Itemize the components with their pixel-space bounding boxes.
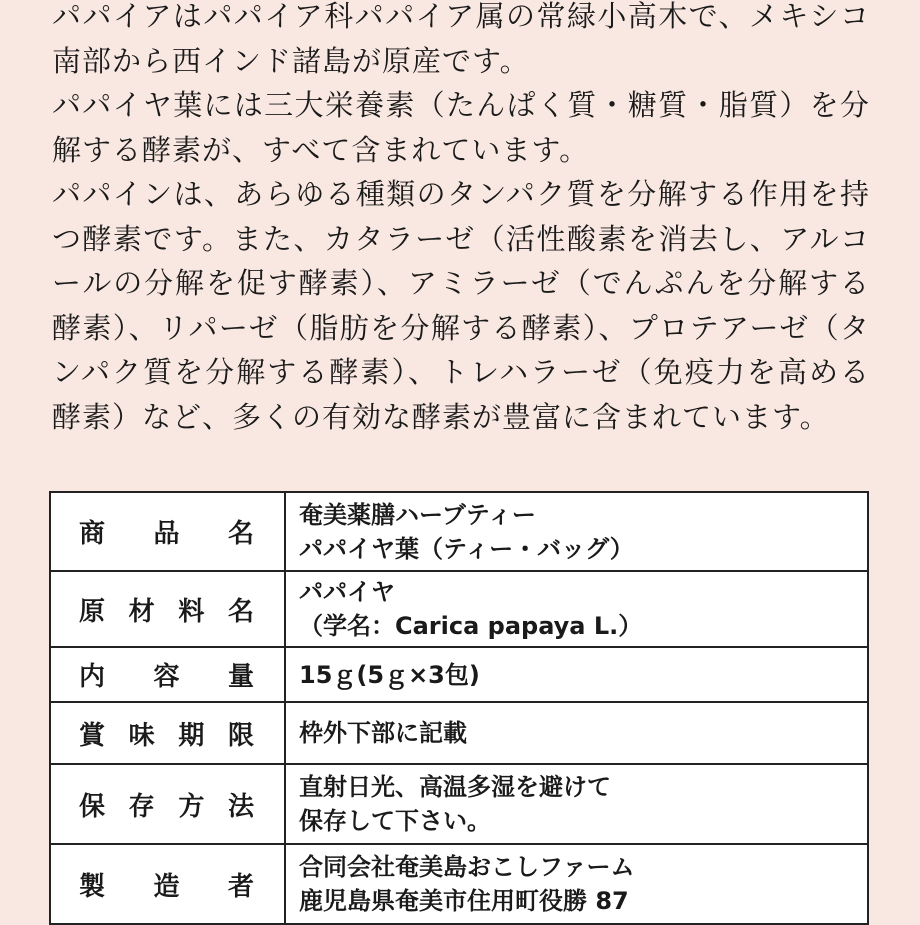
description-paragraph-papain: パパインは、あらゆる種類のタンパク質を分解する作用を持つ酵素です。また、カタラーゼ（活性酸素を消去し、アルコールの分解を促す酵素）、アミラーゼ（でんぷんを分解する酵素）、リパーゼ（脂肪を分解する酵素）、プロテアーゼ（タンパク質を分解する酵素）、トレハラーゼ（免疫力を高める酵素）など、多くの有効な酵素が豊富に含まれています。: [52, 177, 870, 434]
spec-value-manufacturer: [285, 844, 868, 924]
spec-label-best-before: 賞味期限: [50, 702, 285, 764]
spec-row-quantity: [50, 647, 868, 702]
spec-row-best-before: [50, 702, 868, 764]
spec-value-line: 直射日光、高温多湿を避けて: [299, 773, 611, 801]
description-paragraph-enzymes: パパイヤ葉には三大栄養素（たんぱく質・糖質・脂質）を分解する酵素が、すべて含まれています。: [52, 88, 870, 167]
spec-row-ingredients: [50, 571, 868, 647]
spec-value-line: 15ｇ(5ｇ×3包): [299, 660, 480, 689]
spec-value-line: パパイヤ: [299, 578, 395, 606]
spec-value-line: （学名：Carica papaya L.）: [299, 612, 643, 640]
spec-label-ingredients: 原材料名: [50, 571, 285, 647]
spec-row-manufacturer: [50, 844, 868, 924]
spec-value-storage: [285, 764, 868, 844]
spec-label-product-name: 商品名: [50, 492, 285, 571]
spec-value-line: 枠外下部に記載: [299, 719, 467, 747]
spec-label-manufacturer: 製造者: [50, 844, 285, 924]
spec-label-storage: 保存方法: [50, 764, 285, 844]
spec-value-line: 合同会社奄美島おこしファーム: [299, 853, 635, 881]
product-spec-table: [49, 491, 869, 925]
description-paragraph-origin: パパイアはパパイア科パパイア属の常緑小高木で、メキシコ南部から西インド諸島が原産です。: [52, 0, 870, 78]
spec-row-product-name: [50, 492, 868, 571]
spec-row-storage: [50, 764, 868, 844]
spec-value-line: 鹿児島県奄美市住用町役勝 87: [299, 887, 629, 915]
spec-value-line: パパイヤ葉（ティー・バッグ）: [299, 534, 634, 563]
spec-value-product-name: [285, 492, 868, 571]
spec-value-best-before: [285, 702, 868, 764]
spec-value-line: 奄美薬膳ハーブティー: [299, 500, 536, 529]
spec-value-ingredients: [285, 571, 868, 647]
product-description: [52, 0, 870, 439]
spec-value-line: 保存して下さい。: [299, 807, 491, 835]
spec-label-quantity: 内容量: [50, 647, 285, 702]
spec-value-quantity: [285, 647, 868, 702]
